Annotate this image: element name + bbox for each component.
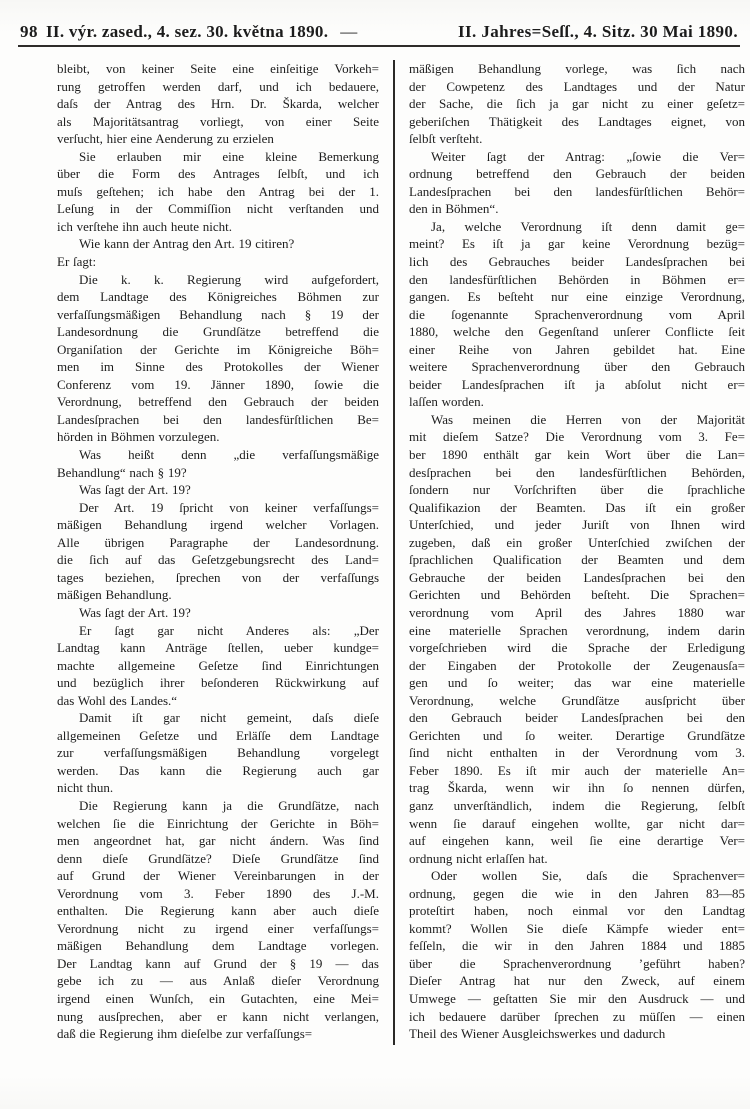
text-line: mäßigen Behandlung. — [57, 587, 172, 603]
text-line: der Eingaben der Protokolle der Zeugenausſa= — [409, 657, 745, 673]
text-line: Landesordnung die Grundſätze betreffend die — [57, 324, 379, 340]
text-line: Er ſagt: — [57, 254, 97, 270]
text-column-left — [57, 60, 379, 1050]
text-line: Landesſprachen bei den landesfürſtlichen Be= — [57, 411, 379, 427]
text-line: nung ausſprechen, aber er kann nicht verlangen, — [57, 1008, 379, 1024]
header-session-czech: II. výr. zased., 4. sez. 30. května 1890. — [46, 22, 329, 41]
text-line: Er ſagt gar nicht Anderes als: „Der — [79, 622, 379, 638]
text-line: welchen ſie die Einrichtung der Gerichte in Böh= — [57, 815, 379, 831]
text-line: Landesſprachen bei den landesfürſtlichen Behör= — [409, 183, 745, 199]
text-line: proteſtirt haben, noch einmal vor den Landtag — [409, 903, 745, 919]
text-line: 1880, welche den Gegenſtand unſerer Conflicte ſeit — [409, 324, 745, 340]
text-line: desſprachen bei den landesfürſtlichen Behörden, — [409, 464, 745, 480]
text-line: bleibt, von keiner Seite eine einſeitige Vorkeh= — [57, 61, 379, 76]
text-line: mäßigen Behandlung vorlege, was ſich nach — [409, 61, 745, 76]
text-line: Gebrauche der beiden Landesſprachen bei den — [409, 569, 745, 585]
text-line: men angeordnet hat, gar nicht ándern. Was ſind — [57, 833, 379, 849]
text-line: ordnung, gegen die wie in den Jahren 83—85 — [409, 885, 745, 901]
text-line: auf Grund der Wiener Vereinbarungen in der — [57, 868, 379, 884]
text-line: kommt? Wollen Sie dieſe Kämpfe wieder ent= — [409, 920, 745, 936]
text-line: Was meinen die Herren von der Majorität — [431, 411, 745, 427]
text-line: mäßigen Behandlung dem Landtage vorlegen. — [57, 938, 379, 954]
text-line: Sie erlauben mir eine kleine Bemerkung — [79, 148, 379, 164]
text-line: denn dieſe Grundſätze? Dieſe Grundſätze ſind — [57, 850, 379, 866]
text-line: irgend einen Wunſch, ein Gutachten, eine Mei= — [57, 990, 379, 1006]
text-line: weitere Sprachenverordnung über den Gebrauch — [409, 359, 745, 375]
text-line: trag Škarda, wenn wir ihn ſo nennen dürfen, — [409, 780, 745, 796]
text-line: ganz unverſtändlich, indem die Regierung, ſelbſt — [409, 797, 745, 813]
text-line: ordnung betreffend den Gebrauch der beiden — [409, 166, 745, 182]
text-line: Behandlung“ nach § 19? — [57, 464, 187, 480]
header-rule — [18, 45, 740, 47]
page-header — [20, 22, 738, 42]
text-line: Verordnung, welche Grundſätze ausſpricht über — [409, 692, 745, 708]
text-line: Umwege — geſtatten Sie mir den Ausdruck — und — [409, 990, 745, 1006]
text-line: gen und ſo weiter; das war eine materielle — [409, 675, 745, 691]
text-line: tages beziehen, ſprechen von der verfaſſungs — [57, 569, 379, 585]
text-line: Der Art. 19 ſpricht von keiner verfaſſungs= — [79, 499, 379, 515]
text-line: machte allgemeine Geſetze ſind Einrichtungen — [57, 657, 379, 673]
text-line: Feber 1890. Es iſt mir auch der materielle An= — [409, 762, 745, 778]
text-line: Der Landtag kann auf Grund der § 19 — das — [57, 955, 379, 971]
page-number: 98 — [20, 22, 38, 41]
text-line: wenn ſie darauf eingehen wollte, gar nicht dar= — [409, 815, 745, 831]
text-body — [57, 60, 745, 1050]
text-line: mäßigen Behandlung irgend welcher Vorlagen. — [57, 517, 379, 533]
text-line: ich bedauere darüber ſprechen zu müſſen — einen — [409, 1008, 745, 1024]
text-line: über die Form des Antrages ſelbſt, und ich — [57, 166, 379, 182]
text-line: auf eingehen kann, weil ſie eine derartige Ver= — [409, 833, 745, 849]
header-session-german: II. Jahres=Seſſ., 4. Sitz. 30 Mai 1890. — [458, 22, 738, 41]
text-line: Verordnung nicht zu irgend einer verfaſſungs= — [57, 920, 379, 936]
text-line: vorgeſchrieben wird die Sprache der Erledigung — [409, 640, 745, 656]
header-separator: — — [340, 22, 358, 41]
text-line: mit dieſem Satze? Die Verordnung vom 3. Fe= — [409, 429, 745, 445]
text-line: verfaſſungsmäßigen Behandlung nach § 19 der — [57, 306, 379, 322]
text-line: ber 1890 enthält gar kein Wort über die Lan= — [409, 447, 745, 463]
text-line: feſſeln, die wir in den Jahren 1884 und 1885 — [409, 938, 745, 954]
text-line: zugeben, daß ein großer Unterſchied zwiſchen der — [409, 534, 745, 550]
text-line: verordnung vom April des Jahres 1880 war — [409, 604, 745, 620]
text-line: Organiſation der Gerichte im Königreiche Böh= — [57, 341, 379, 357]
text-line: Landtag kann Anträge ſtellen, ueber kundge= — [57, 640, 379, 656]
text-line: Was heißt denn „die verfaſſungsmäßige — [79, 447, 379, 463]
text-line: ſelbſt verſteht. — [409, 131, 483, 147]
text-line: und bezüglich ihrer beſonderen Rückwirkung auf — [57, 675, 379, 691]
column-divider — [393, 60, 395, 1045]
text-line: den in Böhmen“. — [409, 201, 499, 217]
text-line: Was ſagt der Art. 19? — [79, 604, 191, 620]
text-line: Ja, welche Verordnung iſt denn damit ge= — [431, 218, 745, 234]
text-line: lich des Gebrauches beider Landesſprachen bei — [409, 254, 745, 270]
text-line: meint? Es iſt ja gar keine Verordnung bezüg= — [409, 236, 745, 252]
text-line: dem Landtage des Königreiches Böhmen zur — [57, 289, 379, 305]
text-line: daſs der Antrag des Hrn. Dr. Škarda, welcher — [57, 96, 379, 112]
text-line: zur verfaſſungsmäßigen Behandlung vorgelegt — [57, 745, 379, 761]
text-line: men im Sinne des Protokolles der Wiener — [57, 359, 379, 375]
text-line: die ſich auf das Geſetzgebungsrecht des Land= — [57, 552, 379, 568]
text-line: enthalten. Die Regierung kann aber auch dieſe — [57, 903, 379, 919]
text-line: rung getroffen werden darf, und ich bedauere, — [57, 78, 379, 94]
text-line: Wie kann der Antrag den Art. 19 citiren? — [79, 236, 295, 252]
text-line: Gerichten und ſo weiter. Derartige Grundſätze — [409, 727, 745, 743]
text-line: ſondern nur Vorſchriften über die ſprachliche — [409, 482, 745, 498]
text-line: eine materielle Sprachen verordnung, indem darin — [409, 622, 745, 638]
text-line: Conferenz vom 19. Jänner 1890, ſowie die — [57, 376, 379, 392]
text-line: nicht thun. — [57, 780, 114, 796]
text-line: geberiſchen Thätigkeit des Landtages eignet, von — [409, 113, 745, 129]
text-line: hörden in Böhmen vorzulegen. — [57, 429, 220, 445]
text-line: ich verſtehe ihn auch heute nicht. — [57, 218, 233, 234]
text-column-right — [409, 60, 745, 1050]
text-line: verſucht, hier eine Aenderung zu erzielen — [57, 131, 274, 147]
text-line: der Cowpetenz des Landtages und der Natur — [409, 78, 745, 94]
text-line: beider Landesſprachen iſt ja abſolut nicht er= — [409, 376, 745, 392]
text-line: den Gebrauch beider Landesſprachen bei den — [409, 710, 745, 726]
text-line: Theil des Wiener Ausgleichswerkes und dadurch — [409, 1026, 666, 1042]
text-line: das Wohl des Landes.“ — [57, 692, 178, 708]
text-line: Dieſer Antrag hat nur den Zweck, auf einem — [409, 973, 745, 989]
text-line: ſprachlichen Qualification der Beamten und dem — [409, 552, 745, 568]
text-line: muſs geſtehen; ich habe den Antrag bei der 1. — [57, 183, 379, 199]
text-line: laſſen worden. — [409, 394, 484, 410]
text-line: als Majoritätsantrag vorliegt, von einer Seite — [57, 113, 379, 129]
text-line: Weiter ſagt der Antrag: „ſowie die Ver= — [431, 148, 745, 164]
text-line: allgemeinen Geſetze und Erläſſe dem Landtage — [57, 727, 379, 743]
text-line: Die Regierung kann ja die Grundſätze, nach — [79, 797, 379, 813]
text-line: Die k. k. Regierung wird aufgefordert, — [79, 271, 379, 287]
text-line: ordnung nicht erlaſſen hat. — [409, 850, 548, 866]
text-line: Unterſchied, und jeder Juriſt von Ihnen wird — [409, 517, 745, 533]
text-line: ſind nicht enthalten in der Verordnung vom 3. — [409, 745, 745, 761]
text-line: Verordnung, betreffend den Gebrauch der beiden — [57, 394, 379, 410]
text-line: Oder wollen Sie, daſs die Sprachenver= — [431, 868, 745, 884]
text-line: daß die Regierung ihm dieſelbe zur verfaſſungs= — [57, 1026, 313, 1042]
text-line: gebe ich zu — aus Anlaß dieſer Verordnung — [57, 973, 379, 989]
text-line: die ſogenannte Sprachenverordnung vom April — [409, 306, 745, 322]
text-line: Gerichten und Behörden beſteht. Die Sprachen= — [409, 587, 745, 603]
text-line: Alle übrigen Paragraphe der Landesordnung. — [57, 534, 379, 550]
text-line: gangen. Es beſteht nur eine einzige Verordnung, — [409, 289, 745, 305]
text-line: Was ſagt der Art. 19? — [79, 482, 191, 498]
text-line: einer Reihe von Jahren gebildet hat. Eine — [409, 341, 745, 357]
text-line: der Sache, die ſich ja gar nicht zu einer geſetz= — [409, 96, 745, 112]
text-line: Damit iſt gar nicht gemeint, daſs dieſe — [79, 710, 379, 726]
text-line: Verordnung vom 3. Feber 1890 des J.-M. — [57, 885, 379, 901]
text-line: werden. Das kann die Regierung auch gar — [57, 762, 379, 778]
text-line: über die Sprachenverordnung ’geführt haben? — [409, 955, 745, 971]
text-line: den landesfürſtlichen Behörden in Böhmen er= — [409, 271, 745, 287]
text-line: Qualifikazion der Beamten. Das iſt ein großer — [409, 499, 745, 515]
text-line: Leſung in der Commiſſion nicht verſtanden und — [57, 201, 379, 217]
